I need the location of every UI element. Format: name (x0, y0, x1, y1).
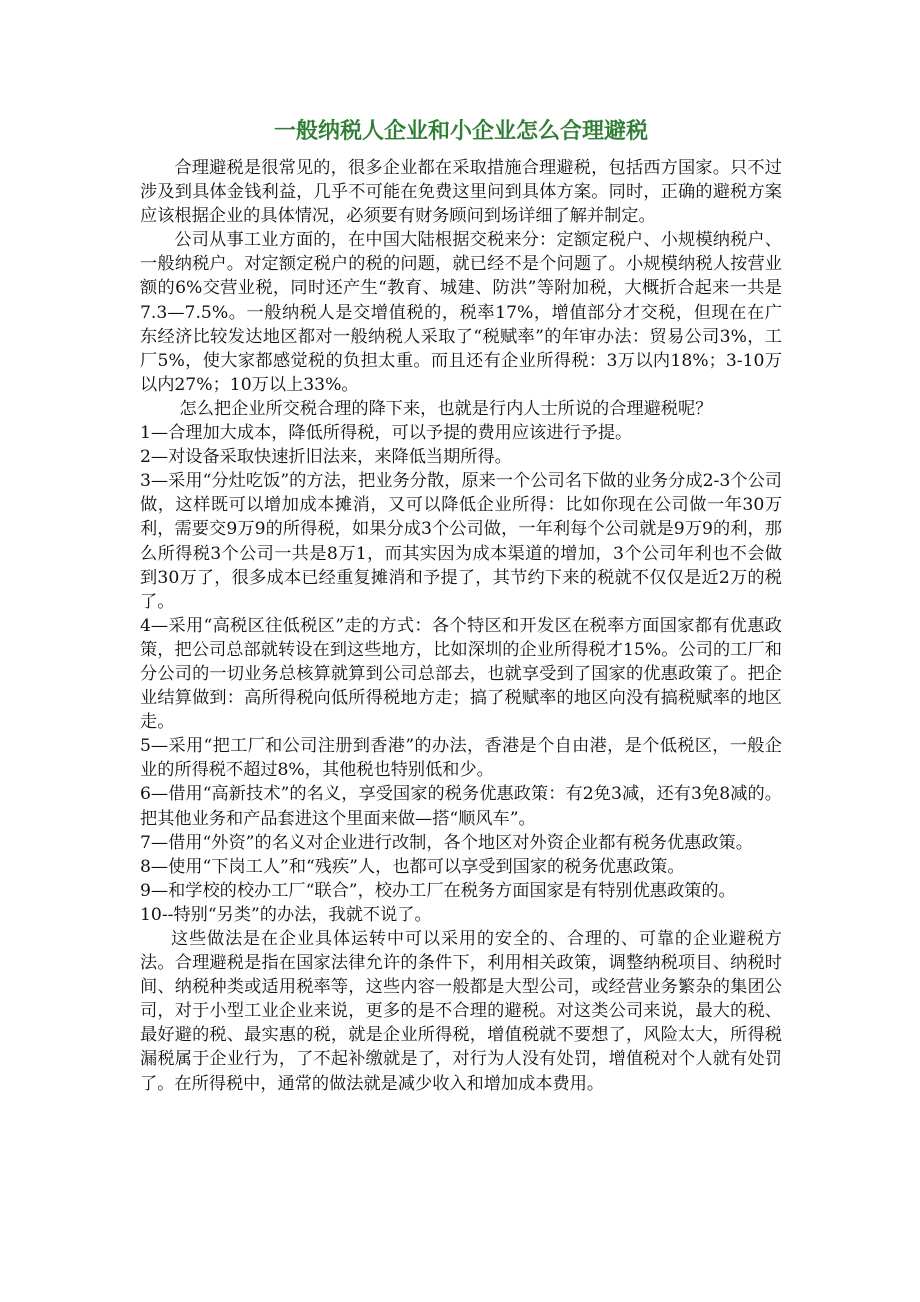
conclusion-paragraph: 这些做法是在企业具体运转中可以采用的安全的、合理的、可靠的企业避税方法。合理避税是指在国家法律允许的条件下，利用相关政策，调整纳税项目、纳税时间、纳税种类或适用税率等，这些内容一般都是大型公司，或经营业务繁杂的集团公司，对于小型工业企业来说，更多的是不合理的避税。对这类公司来说，最大的税、最好避的税、最实惠的税，就是企业所得税，增值税就不要想了，风险太大，所得税漏税属于企业行为，了不起补缴就是了，对行为人没有处罚，增值税对个人就有处罚了。在所得税中，通常的做法就是减少收入和增加成本费用。 (140, 929, 782, 1094)
list-item: 9—和学校的校办工厂“联合”，校办工厂在税务方面国家是有特别优惠政策的。 (140, 880, 736, 901)
list-item: 4—采用“高税区往低税区”走的方式：各个特区和开发区在税率方面国家都有优惠政策，把公司总部就转设在到这些地方，比如深圳的企业所得税才15%。公司的工厂和分公司的一切业务总核算就算到公司总部去，也就享受到了国家的优惠政策了。把企业结算做到：高所得税向低所得税地方走；搞了税赋率的地区向没有搞税赋率的地区走。 (140, 615, 782, 733)
list-item: 6—借用“高新技术”的名义，享受国家的税务优惠政策：有2免3减，还有3免8减的。把其他业务和产品套进这个里面来做—搭“顺风车”。 (140, 784, 782, 829)
list-item: 10--特别“另类”的办法，我就不说了。 (140, 904, 432, 925)
tax-types-paragraph: 公司从事工业方面的，在中国大陆根据交税来分：定额定税户、小规模纳税户、一般纳税户。对定额定税户的税的问题，就已经不是个问题了。小规模纳税人按营业额的6%交营业税，同时还产生“教育、城建、防洪”等附加税，大概折合起来一共是7.3—7.5%。一般纳税人是交增值税的，税率17%，增值部分才交税，但现在在广东经济比较发达地区都对一般纳税人采取了“税赋率”的年审办法：贸易公司3%，工厂5%，使大家都感觉税的负担太重。而且还有企业所得税：3万以内18%；3-10万以内27%；10万以上33%。 (140, 230, 782, 395)
document-title: 一般纳税人企业和小企业怎么合理避税 (273, 119, 648, 144)
intro-paragraph: 合理避税是很常见的，很多企业都在采取措施合理避税，包括西方国家。只不过涉及到具体金钱利益，几乎不可能在免费这里问到具体方案。同时，正确的避税方案应该根据企业的具体情况，必须要有财务顾问到场详细了解并制定。 (140, 158, 782, 227)
list-item: 2—对设备采取快速折旧法来，来降低当期所得。 (140, 447, 512, 468)
question-paragraph: 怎么把企业所交税合理的降下来，也就是行内人士所说的合理避税呢？ (179, 398, 713, 419)
list-item: 7—借用“外资”的名义对企业进行改制，各个地区对外资企业都有税务优惠政策。 (140, 832, 753, 853)
document-page (140, 112, 782, 1096)
list-item: 1—合理加大成本，降低所得税，可以予提的费用应该进行予提。 (140, 423, 633, 444)
list-item: 8—使用“下岗工人”和“残疾”人，也都可以享受到国家的税务优惠政策。 (140, 856, 685, 877)
list-item: 5—采用“把工厂和公司注册到香港”的办法，香港是个自由港，是个低税区，一般企业的所得税不超过8%，其他税也特别低和少。 (140, 736, 782, 781)
list-item: 3—采用“分灶吃饭”的方法，把业务分散，原来一个公司名下做的业务分成2-3个公司做，这样既可以增加成本摊消，又可以降低企业所得：比如你现在公司做一年30万利，需要交9万9的所得税，如果分成3个公司做，一年利每个公司就是9万9的利，那么所得税3个公司一共是8万1，而其实因为成本渠道的增加，3个公司年利也不会做到30万了，很多成本已经重复摊消和予提了，其节约下来的税就不仅仅是近2万的税了。 (140, 471, 782, 612)
